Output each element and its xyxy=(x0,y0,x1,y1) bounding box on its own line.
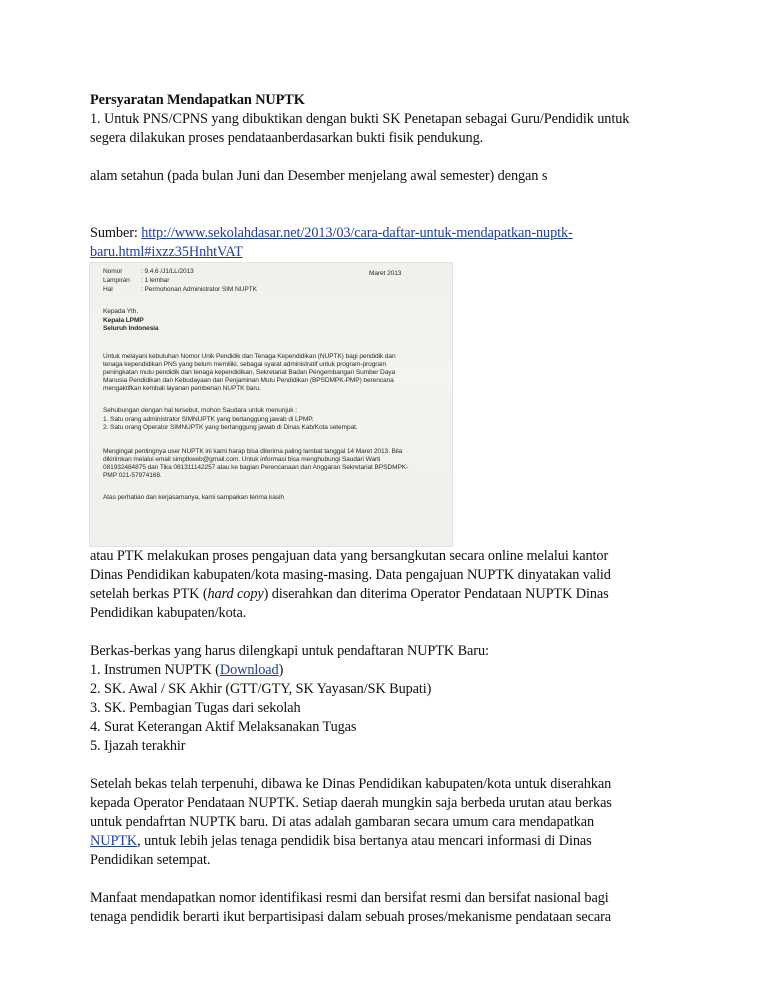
document-body xyxy=(90,91,690,927)
source-line-2 xyxy=(90,243,690,262)
berkas-item-2: 2. SK. Awal / SK Akhir (GTT/GTY, SK Yayasan/SK Bupati) xyxy=(90,681,432,697)
letter-date: Maret 2013 xyxy=(369,270,402,277)
berkas-item-5: 5. Ijazah terakhir xyxy=(90,738,186,754)
para2-line-3: untuk pendafrtan NUPTK baru. Di atas adalah gambaran secara umum cara mendapatkan xyxy=(90,814,594,830)
para1-line-3-post: ) diserahkan dan diterima Operator Pendataan NUPTK Dinas xyxy=(263,586,609,602)
para1-line-1: atau PTK melakukan proses pengajuan data yang bersangkutan secara online melalui kantor xyxy=(90,548,609,564)
letter-paragraph-1-line: mengaktifkan kembali layanan pemberian NUPTK baru. xyxy=(103,385,261,392)
berkas-item-1 xyxy=(90,661,690,680)
nuptk-link[interactable]: NUPTK xyxy=(90,833,138,849)
letter-paragraph-1-line: tenaga kependidikan PNS yang belum memiliki, sebagai syarat administratif untuk program-program xyxy=(103,361,387,368)
hard-copy-italic: hard copy xyxy=(207,586,264,602)
para2-line-5: Pendidikan setempat. xyxy=(90,852,211,868)
source-label: Sumber: xyxy=(90,225,142,241)
letter-paragraph-2-line: Sehubungan dengan hal tersebut, mohon Saudara untuk menunjuk : xyxy=(103,407,297,414)
intro-line-1: 1. Untuk PNS/CPNS yang dibuktikan dengan bukti SK Penetapan sebagai Guru/Pendidik untuk xyxy=(90,111,630,127)
letter-paragraph-1-line: peningkatan mutu pendidik dan tenaga kependidikan, Sekretariat Badan Pengembangan Sumber Daya xyxy=(103,369,396,376)
scanned-letter-image xyxy=(89,262,453,547)
letter-nomor-value: : 9.4.6 /J1/LL/2013 xyxy=(141,268,194,275)
letter-recipient-1: Kepala LPMP xyxy=(103,317,144,324)
letter-hal-label: Hal xyxy=(103,286,113,293)
berkas-item-1-text: 1. Instrumen NUPTK ( xyxy=(90,662,220,678)
document-title: Persyaratan Mendapatkan NUPTK xyxy=(90,92,305,108)
para2-line-2: kepada Operator Pendataan NUPTK. Setiap daerah mungkin saja berbeda urutan atau berkas xyxy=(90,795,612,811)
letter-paragraph-3-line: 081932484875 dan Tika 081311142257 atau ke bagian Perencanaan dan Anggaran Sekretariat BPSDMPK- xyxy=(103,464,409,471)
letter-lampiran-label: Lampiran xyxy=(103,277,130,284)
letter-paragraph-1-line: Untuk melayani kebutuhan Nomor Unik Pendidik dan Tenaga Kependidikan (NUPTK) bagi pendidik dan xyxy=(103,353,396,360)
para1-line-3 xyxy=(90,585,690,604)
intro-line-2: segera dilakukan proses pendataanberdasarkan bukti fisik pendukung. xyxy=(90,130,484,146)
letter-closing: Atas perhatian dan kerjasamanya, kami sampaikan terima kasih xyxy=(103,494,284,501)
letter-paragraph-3-line: Mengingat pentingnya user NUPTK ini kami harap bisa diterima paling lambat tanggal 14 Maret 2013. Bila xyxy=(103,448,403,455)
letter-paragraph-1-line: Manusia Pendidikan dan Kebudayaan dan Penjaminan Mutu Pendidikan (BPSDMPK-PMP) berencana xyxy=(103,377,394,384)
letter-paragraph-3-line: PMP 021-57974168. xyxy=(103,472,162,479)
para2-line-4-text: , untuk lebih jelas tenaga pendidik bisa bertanya atau mencari informasi di Dinas xyxy=(137,833,592,849)
para3-line-1: Manfaat mendapatkan nomor identifikasi resmi dan bersifat resmi dan bersifat nasional bagi xyxy=(90,890,609,906)
berkas-item-4: 4. Surat Keterangan Aktif Melaksanakan Tugas xyxy=(90,719,357,735)
para1-line-2: Dinas Pendidikan kabupaten/kota masing-masing. Data pengajuan NUPTK dinyatakan valid xyxy=(90,567,611,583)
letter-hal-value: : Permohonan Administrator SIM NUPTK xyxy=(141,286,257,293)
para3-line-2: tenaga pendidik berarti ikut berpartisipasi dalam sebuah proses/mekanisme pendataan secara xyxy=(90,909,611,925)
letter-paragraph-2-line: 2. Satu orang Operator SIMNUPTK yang bertanggung jawab di Dinas Kab/Kota setempat. xyxy=(103,424,358,431)
source-url-link-continued[interactable]: baru.html#ixzz35HnhtVAT xyxy=(90,244,243,260)
letter-lampiran-value: : 1 lembar xyxy=(141,277,170,284)
letter-kepada: Kepada Yth. xyxy=(103,308,139,315)
letter-paragraph-2-line: 1. Satu orang administrator SIMNUPTK yang bertanggung jawab di LPMP. xyxy=(103,416,314,423)
berkas-heading: Berkas-berkas yang harus dilengkapi untuk pendaftaran NUPTK Baru: xyxy=(90,643,489,659)
source-url-link[interactable]: http://www.sekolahdasar.net/2013/03/cara-daftar-untuk-mendapatkan-nuptk- xyxy=(141,225,573,241)
partial-line: alam setahun (pada bulan Juni dan Desember menjelang awal semester) dengan s xyxy=(90,168,548,184)
berkas-item-1-close: ) xyxy=(278,662,284,678)
para2-line-1: Setelah bekas telah terpenuhi, dibawa ke Dinas Pendidikan kabupaten/kota untuk diserahkan xyxy=(90,776,612,792)
para2-line-4 xyxy=(90,832,690,851)
letter-recipient-2: Seluruh Indonesia xyxy=(103,325,159,332)
para1-line-3-pre: setelah berkas PTK ( xyxy=(90,586,208,602)
para1-line-4: Pendidikan kabupaten/kota. xyxy=(90,605,247,621)
letter-nomor-label: Nomor xyxy=(103,268,123,275)
letter-paragraph-3-line: dikirimkan melalui email simptkweb@gmail.com. Untuk informasi bisa menghubungi Saudari Warti xyxy=(103,456,381,463)
berkas-item-3: 3. SK. Pembagian Tugas dari sekolah xyxy=(90,700,301,716)
download-link[interactable]: Download xyxy=(219,662,279,678)
source-line-1 xyxy=(90,224,690,243)
